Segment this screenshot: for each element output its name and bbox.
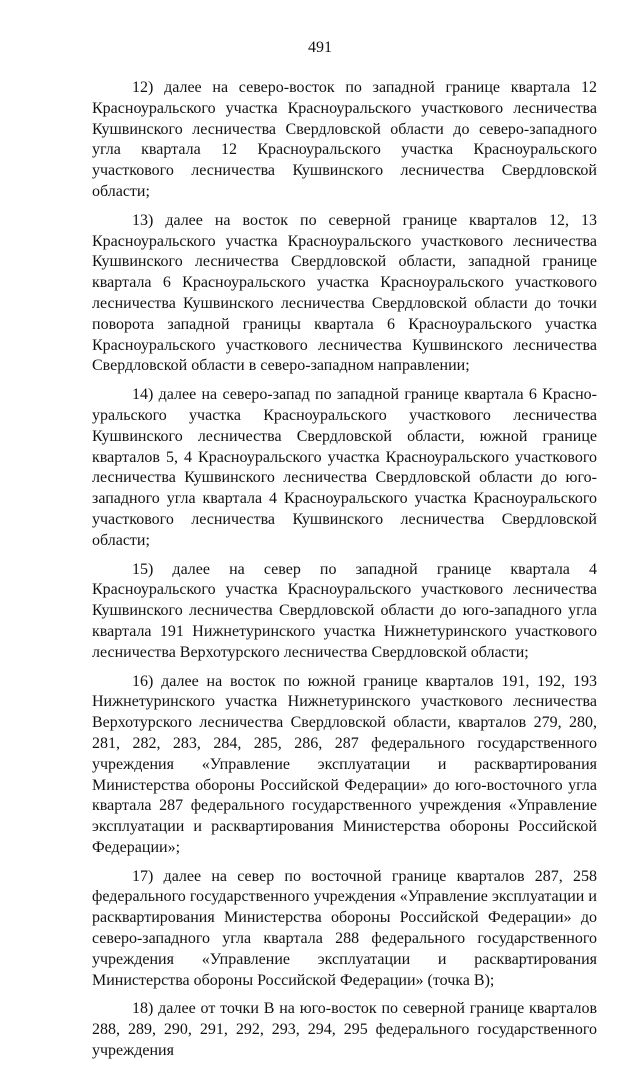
paragraph-16: 16) далее на восток по южной границе кварталов 191, 192, 193 Нижнетуринского участка Нижнетуринского участкового лесничества Верхотурского лесничества Свердловской области, кварталов 279, 280, 281, 282, 283, 284, 285, 286, 287 федерального государственного учреждения «Управление эксплуатации и расквартирования Министерства обороны Российской Федерации» до юго-восточного угла квартала 287 федерального государственного учреждения «Управление эксплуатации и расквартирования Министерства обороны Российской Федерации»; <box>92 672 597 856</box>
paragraph-12: 12) далее на северо-восток по западной границе квартала 12 Красноуральского участка Красноуральского участкового лесничества Кушвинского лесничества Свердловской области до северо-западного угла квартала 12 Красноуральского участка Красноуральского участкового лесничества Кушвинского лесничества Свердловской области; <box>92 79 597 200</box>
page-number: 491 <box>308 39 332 56</box>
paragraph-18: 18) далее от точки В на юго-восток по северной границе кварталов 288, 289, 290, 291, 292, 293, 294, 295 федерального государственного учреждения <box>92 1000 597 1060</box>
paragraph-13: 13) далее на восток по северной границе кварталов 12, 13 Красноуральского участка Красноуральского участкового лесничества Кушвинского лесничества Свердловской области, западной границе квартала 6 Красноуральского участка Красноуральского участкового лесничества Кушвинского лесничества Свердловской области до точки поворота западной границы квартала 6 Красноуральского участка Красноуральского участкового лесничества Кушвинского лесничества Свердловской области в северо-западном направлении; <box>92 211 597 375</box>
paragraph-15: 15) далее на север по западной границе квартала 4 Красноуральского участка Красноуральского участкового лесничества Кушвинского лесничества Свердловской области до юго-западного угла квартала 191 Нижнетуринского участка Нижнетуринского участкового лесничества Верхотурского лесничества Свердловской области; <box>92 560 597 661</box>
paragraph-17: 17) далее на север по восточной границе кварталов 287, 258 федерального государственного учреждения «Управление эксплуатации и расквартирования Министерства обороны Российской Федерации» до северо-западного угла квартала 288 федерального государственного учреждения «Управление эксплуатации и расквартирования Министерства обороны Российской Федерации» (точка В); <box>92 867 597 989</box>
paragraph-14: 14) далее на северо-запад по западной границе квартала 6 Красноуральского участка Красноуральского участкового лесничества Кушвинского лесничества Свердловской области, южной границе кварталов 5, 4 Красноуральского участка Красноуральского участкового лесничества Кушвинского лесничества Свердловской области до юго-западного угла квартала 4 Красноуральского участка Красноуральского участкового лесничества Кушвинского лесничества Свердловской области; <box>92 386 597 549</box>
document-body <box>92 78 597 1070</box>
